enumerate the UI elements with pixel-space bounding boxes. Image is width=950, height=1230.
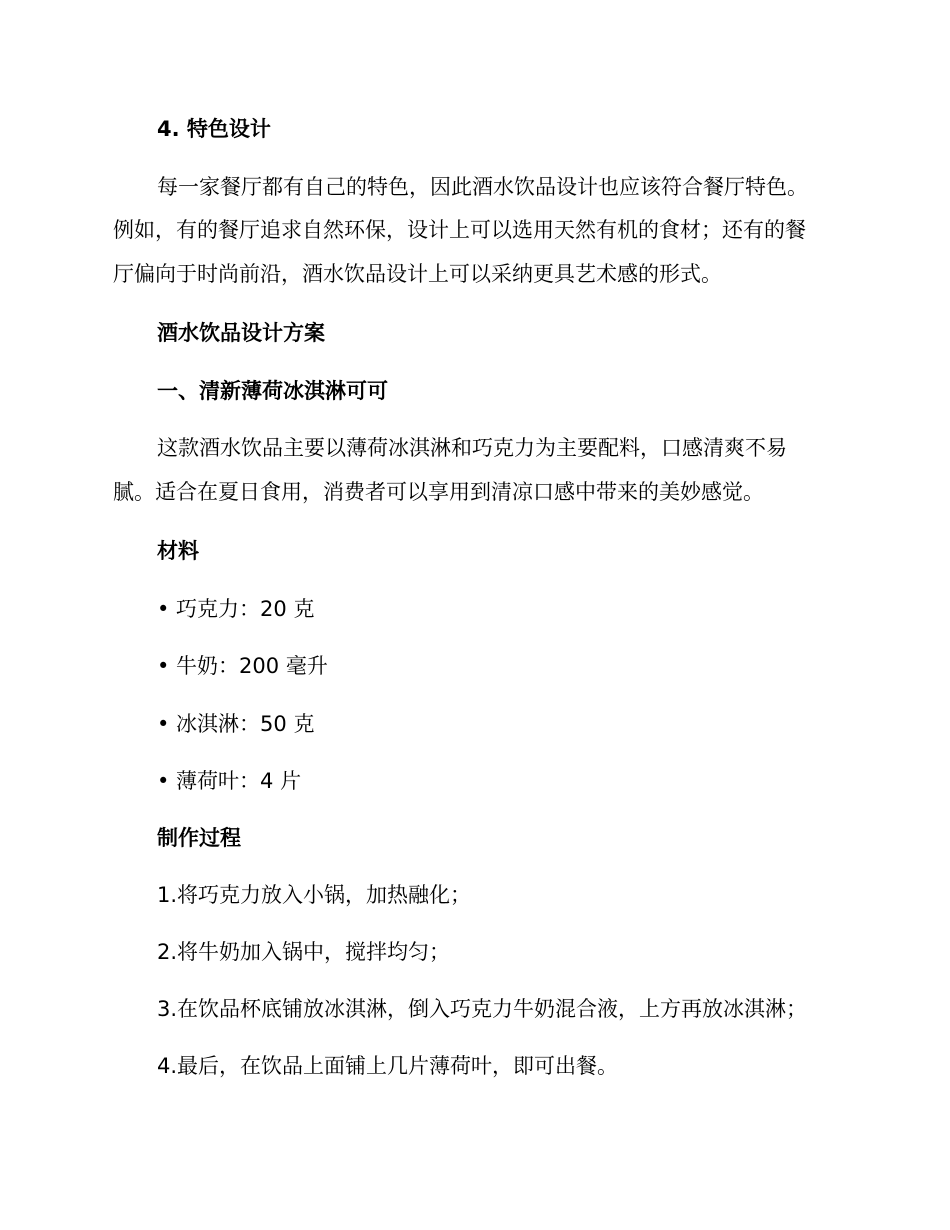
material-item-chocolate: • 巧克力：20 克 bbox=[157, 597, 315, 621]
process-title: 制作过程 bbox=[157, 826, 241, 850]
features-paragraph-line-2: 例如，有的餐厅追求自然环保，设计上可以选用天然有机的食材；还有的餐 bbox=[113, 218, 806, 242]
drink-description-line-2: 腻。适合在夏日食用，消费者可以享用到清凉口感中带来的美妙感觉。 bbox=[113, 480, 764, 504]
material-item-ice-cream: • 冰淇淋：50 克 bbox=[157, 712, 315, 736]
features-paragraph-line-3: 厅偏向于时尚前沿，酒水饮品设计上可以采纳更具艺术感的形式。 bbox=[113, 262, 722, 286]
drink-heading: 一、清新薄荷冰淇淋可可 bbox=[157, 379, 388, 403]
material-item-milk: • 牛奶：200 毫升 bbox=[157, 654, 328, 678]
section-heading-features: 4. 特色设计 bbox=[157, 117, 271, 141]
materials-title: 材料 bbox=[157, 539, 199, 563]
process-step-2: 2.将牛奶加入锅中，搅拌均匀； bbox=[157, 940, 451, 964]
material-item-mint: • 薄荷叶：4 片 bbox=[157, 769, 302, 793]
features-paragraph-line-1: 每一家餐厅都有自己的特色，因此酒水饮品设计也应该符合餐厅特色。 bbox=[157, 175, 808, 199]
plan-title: 酒水饮品设计方案 bbox=[157, 321, 325, 345]
drink-description-line-1: 这款酒水饮品主要以薄荷冰淇淋和巧克力为主要配料，口感清爽不易 bbox=[157, 436, 787, 460]
process-step-3: 3.在饮品杯底铺放冰淇淋，倒入巧克力牛奶混合液，上方再放冰淇淋； bbox=[157, 997, 808, 1021]
process-step-1: 1.将巧克力放入小锅，加热融化； bbox=[157, 883, 472, 907]
process-step-4: 4.最后，在饮品上面铺上几片薄荷叶，即可出餐。 bbox=[157, 1054, 619, 1078]
